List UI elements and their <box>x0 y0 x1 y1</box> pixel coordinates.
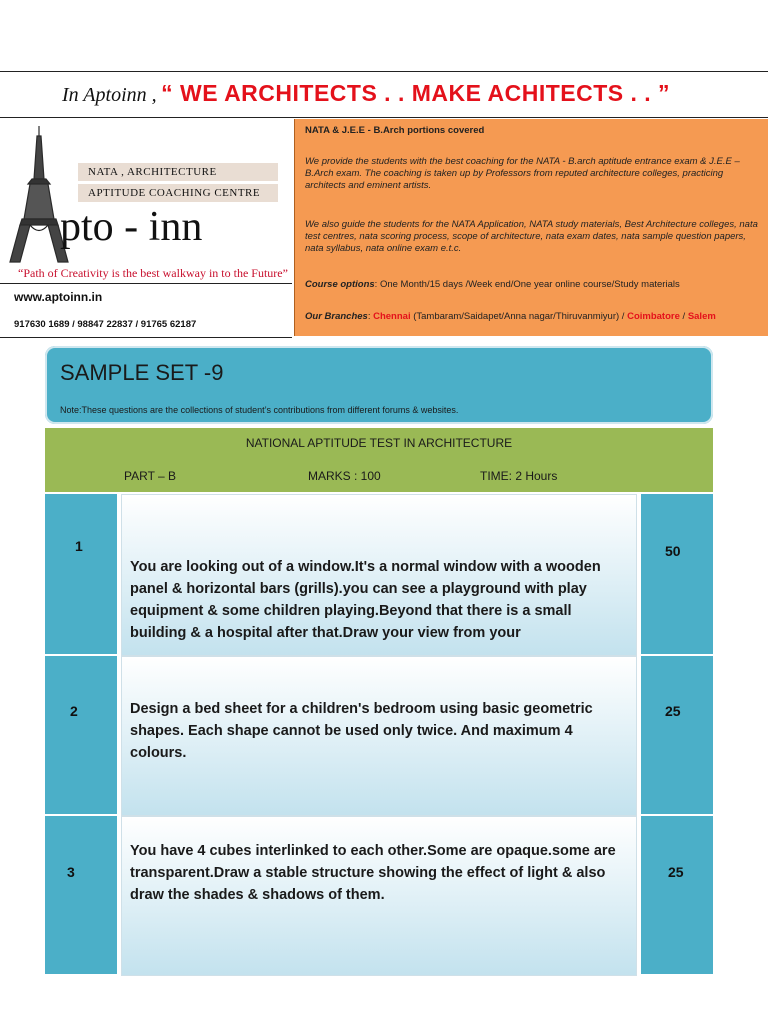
question-number-cell <box>45 656 117 814</box>
question-marks-cell <box>641 656 713 814</box>
top-rule <box>0 71 768 72</box>
question-marks: 50 <box>665 543 681 559</box>
website-link[interactable]: www.aptoinn.in <box>14 290 103 304</box>
question-number-cell <box>45 816 117 974</box>
sample-set-note: Note:These questions are the collections of student’s contributions from different forums & websites. <box>60 405 459 415</box>
info-heading: NATA & J.E.E - B.Arch portions covered <box>305 125 485 136</box>
info-paragraph-2: We also guide the students for the NATA Application, NATA study materials, Best Architecture colleges, nata test centres, nata scoring process, scope of architecture, nata exam dates, nata sample question papers, nata syllabus, nata online exam e.t.c. <box>305 219 758 254</box>
brand-name: pto - inn <box>60 204 203 250</box>
test-part: PART – B <box>124 469 177 483</box>
tagline-prefix: In Aptoinn , <box>62 84 157 106</box>
question-marks-cell <box>641 816 713 974</box>
test-marks: MARKS : 100 <box>308 469 381 483</box>
question-marks: 25 <box>665 703 681 719</box>
question-number: 1 <box>75 538 83 554</box>
question-number: 2 <box>70 703 78 719</box>
question-text: You are looking out of a window.It's a normal window with a wooden panel & horizontal bars (grills).you can see a playground with play equipment & some children playing.Beyond that there is a small building & a hospital after that.Draw your view from your <box>130 559 601 641</box>
question-number-cell <box>45 494 117 654</box>
test-time: TIME: 2 Hours <box>480 469 558 483</box>
test-title: NATIONAL APTITUDE TEST IN ARCHITECTURE <box>245 436 513 450</box>
question-number: 3 <box>67 864 75 880</box>
tagline <box>62 80 670 116</box>
question-text: Design a bed sheet for a children's bedroom using basic geometric shapes. Each shape cannot be used only twice. And maximum 4 colours. <box>130 701 593 761</box>
tagline-slogan: “ WE ARCHITECTS . . MAKE ACHITECTS . . ” <box>161 80 671 106</box>
question-marks: 25 <box>668 864 684 880</box>
course-options: Course options: One Month/15 days /Week end/One year online course/Study materials <box>305 279 680 290</box>
motto: “Path of Creativity is the best walkway in to the Future” <box>18 266 288 280</box>
phone-numbers: 917630 1689 / 98847 22837 / 91765 62187 <box>14 319 197 330</box>
logo-band-1: NATA , ARCHITECTURE <box>78 163 278 181</box>
info-paragraph-1: We provide the students with the best coaching for the NATA - B.arch aptitude entrance exam & J.E.E –B.Arch exam. The coaching is taken up by Professors from reputed architecture colleges, practicing architects and eminent artists. <box>305 156 740 191</box>
sample-set-title: SAMPLE SET -9 <box>60 360 224 385</box>
info-panel <box>294 119 768 336</box>
branches: Our Branches: Chennai (Tambaram/Saidapet/Anna nagar/Thiruvanmiyur) / Coimbatore / Salem <box>305 311 716 322</box>
question-text: You have 4 cubes interlinked to each other.Some are opaque.some are transparent.Draw a stable structure showing the effect of light & also draw the shades & shadows of them. <box>130 843 616 903</box>
question-marks-cell <box>641 494 713 654</box>
logo-band-2: APTITUDE COACHING CENTRE <box>78 184 278 202</box>
